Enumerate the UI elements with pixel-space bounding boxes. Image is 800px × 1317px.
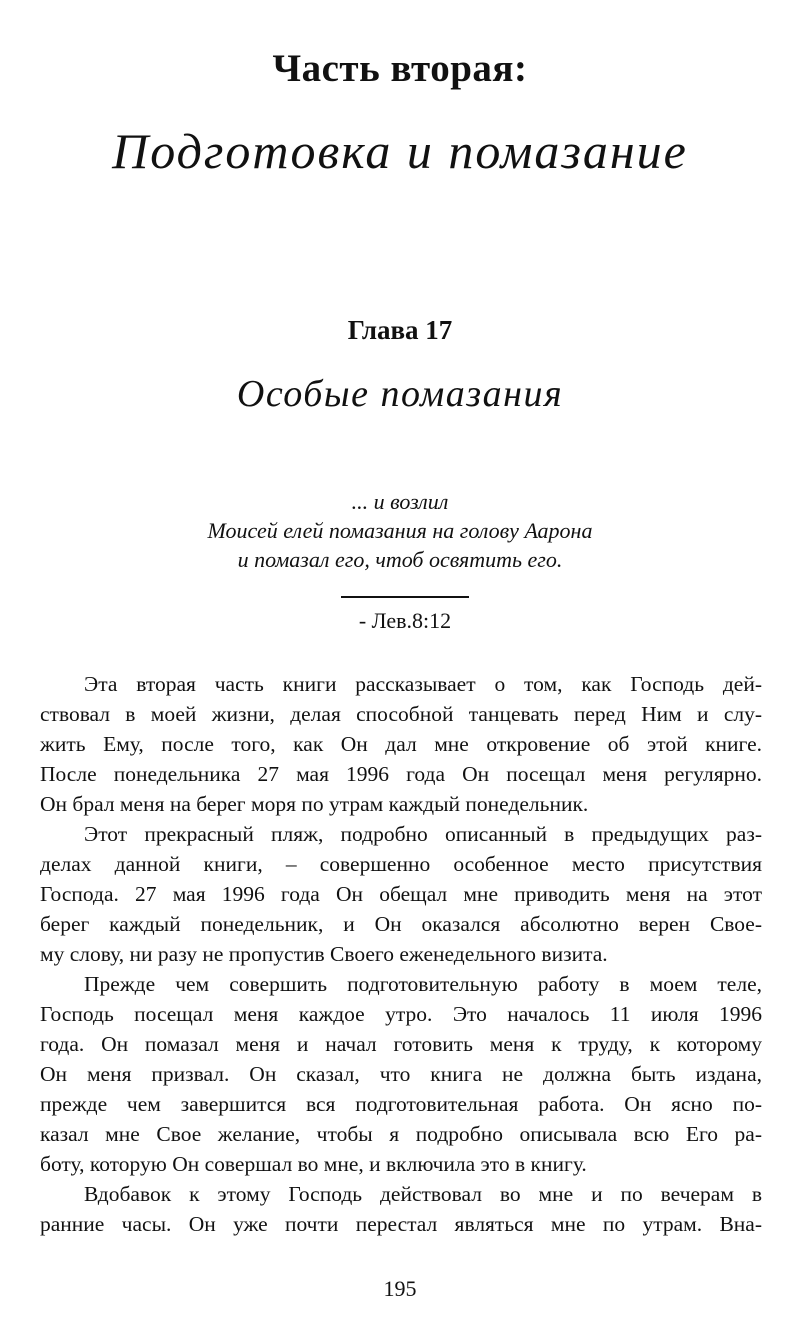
body-line: Вдобавок к этому Господь действовал во мне и по вечерам в xyxy=(84,1182,762,1206)
body-line: Эта вторая часть книги рассказывает о том, как Господь дей- xyxy=(84,672,762,696)
body-line: берег каждый понедельник, и Он оказался абсолютно верен Свое- xyxy=(40,912,762,936)
body-line: Он меня призвал. Он сказал, что книга не должна быть издана, xyxy=(40,1062,762,1086)
body-line: ствовал в моей жизни, делая способной танцевать перед Ним и слу- xyxy=(40,702,762,726)
body-line: му слову, ни разу не пропустив Своего еженедельного визита. xyxy=(40,942,608,966)
body-line: боту, которую Он совершал во мне, и включила это в книгу. xyxy=(40,1152,587,1176)
body-text xyxy=(40,669,762,1239)
body-line: Господь посещал меня каждое утро. Это началось 11 июля 1996 xyxy=(40,1002,762,1026)
page-number: 195 xyxy=(383,1276,417,1301)
part-title: Часть вторая: xyxy=(272,47,528,90)
body-line: Господа. 27 мая 1996 года Он обещал мне приводить меня на этот xyxy=(40,882,762,906)
epigraph-divider xyxy=(341,596,469,598)
chapter-label: Глава 17 xyxy=(347,315,453,345)
epigraph-line: Моисей елей помазания на голову Аарона xyxy=(207,518,593,543)
epigraph-line: и помазал его, чтоб освятить его. xyxy=(237,547,563,572)
epigraph xyxy=(0,487,800,634)
body-line: года. Он помазал меня и начал готовить меня к труду, к которому xyxy=(40,1032,762,1056)
body-line: казал мне Свое желание, чтобы я подробно описывала всю Его ра- xyxy=(40,1122,762,1146)
chapter-title: Особые помазания xyxy=(236,373,564,415)
body-line: Он брал меня на берег моря по утрам каждый понедельник. xyxy=(40,792,589,816)
part-subtitle: Подготовка и помазание xyxy=(112,123,688,179)
body-line: Прежде чем совершить подготовительную работу в моем теле, xyxy=(84,972,762,996)
body-line: ранние часы. Он уже почти перестал являться мне по утрам. Вна- xyxy=(40,1212,762,1236)
body-line: Этот прекрасный пляж, подробно описанный в предыдущих раз- xyxy=(84,822,762,846)
body-line: прежде чем завершится вся подготовительная работа. Он ясно по- xyxy=(40,1092,762,1116)
body-line: После понедельника 27 мая 1996 года Он посещал меня регулярно. xyxy=(40,762,762,786)
body-line: жить Ему, после того, как Он дал мне откровение об этой книге. xyxy=(40,732,762,756)
epigraph-source: - Лев.8:12 xyxy=(358,608,452,633)
body-line: делах данной книги, – совершенно особенное место присутствия xyxy=(40,852,762,876)
epigraph-line: ... и возлил xyxy=(351,489,449,514)
